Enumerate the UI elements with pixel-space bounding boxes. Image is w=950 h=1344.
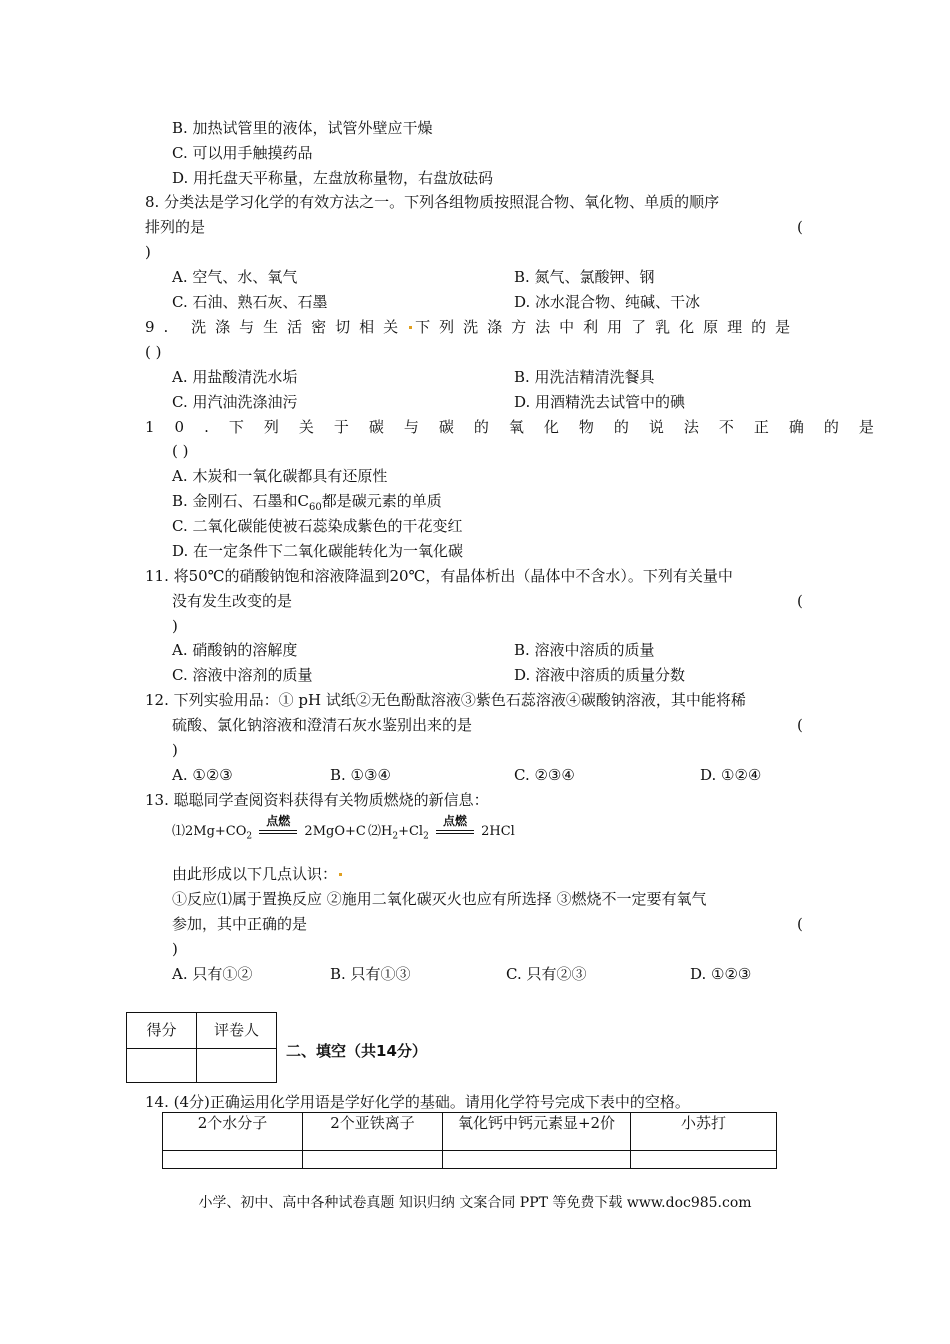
q13-stem: 13. 聪聪同学查阅资料获得有关物质燃烧的新信息：	[145, 791, 489, 809]
score-label: 得分	[127, 1013, 197, 1049]
q9-stem-part1: 9. 洗涤与生活密切相关	[145, 318, 408, 336]
q7-option-c: C. 可以用手触摸药品	[172, 144, 313, 162]
q10-option-c: C. 二氧化碳能使被石蕊染成紫色的干花变红	[172, 517, 463, 535]
section-title: 二、填空（共14分）	[286, 1042, 427, 1060]
q12-option-a: A. ①②③	[172, 766, 233, 784]
score-box	[126, 1012, 277, 1083]
q8-paren-close: )	[145, 243, 151, 261]
q10-option-d: D. 在一定条件下二氧化碳能转化为一氧化碳	[172, 542, 464, 560]
q9-option-b: B. 用洗洁精清洗餐具	[514, 368, 655, 386]
q11-stem-line1: 11. 将50℃的硝酸钠饱和溶液降温到20℃，有晶体析出（晶体中不含水）。下列有关量中	[145, 567, 733, 585]
q13-equation-2	[368, 814, 515, 842]
q14-answer-3	[443, 1151, 631, 1169]
q9-option-a: A. 用盐酸清洗水垢	[172, 368, 298, 386]
eq2-sub2: 2	[423, 831, 429, 842]
q11-option-a: A. 硝酸钠的溶解度	[172, 641, 298, 659]
eq2-left: ⑵H	[368, 824, 393, 839]
q12-option-b: B. ①③④	[330, 766, 391, 784]
q8-option-a: A. 空气、水、氧气	[172, 268, 298, 286]
q8-stem-line1: 8. 分类法是学习化学的有效方法之一。下列各组物质按照混合物、氧化物、单质的顺序	[145, 193, 720, 211]
q12-stem-line2: 硫酸、氯化钠溶液和澄清石灰水鉴别出来的是	[172, 716, 473, 734]
q11-paren-close: )	[172, 617, 178, 635]
q13-line1	[172, 864, 345, 884]
q9-stem-line2: ( )	[145, 343, 162, 361]
q8-option-d: D. 冰水混合物、纯碱、干冰	[514, 293, 701, 311]
eq2-right: 2HCl	[481, 824, 515, 839]
q13-option-d: D. ①②③	[690, 965, 752, 983]
q12-option-c: C. ②③④	[514, 766, 575, 784]
q12-paren-open: (	[797, 716, 803, 734]
q14-header-2: 2个亚铁离子	[303, 1113, 443, 1151]
q10-option-a: A. 木炭和一氧化碳都具有还原性	[172, 467, 388, 485]
q14-answer-2	[303, 1151, 443, 1169]
q9-stem-line1	[145, 317, 799, 337]
q12-paren-close: )	[172, 741, 178, 759]
eq2-condition-label: 点燃	[442, 814, 467, 828]
q8-stem-line2: 排列的是	[145, 218, 206, 236]
q13-paren-close: )	[172, 940, 178, 958]
grader-cell	[197, 1049, 277, 1083]
q14-answer-1	[163, 1151, 303, 1169]
q14-table	[162, 1112, 777, 1169]
eq2-sub1: 2	[392, 831, 399, 842]
q13-paren-open: (	[797, 915, 803, 933]
page-footer: 小学、初中、高中各种试卷真题 知识归纳 文案合同 PPT 等免费下载 www.doc985.com	[198, 1195, 752, 1211]
mark-dot-icon	[339, 873, 342, 876]
q11-option-d: D. 溶液中溶质的质量分数	[514, 666, 686, 684]
q14-header-4: 小苏打	[631, 1113, 777, 1151]
eq2-mid: +Cl	[398, 824, 424, 839]
q10-option-b-sub: 60	[309, 502, 322, 513]
q11-stem-line2: 没有发生改变的是	[172, 592, 293, 610]
q9-option-c: C. 用汽油洗涤油污	[172, 393, 298, 411]
q12-stem-line1: 12. 下列实验用品：① pH 试纸②无色酚酞溶液③紫色石蕊溶液④碳酸钠溶液，其中能将稀	[145, 691, 746, 709]
q13-option-c: C. 只有②③	[506, 965, 587, 983]
q7-option-b: B. 加热试管里的液体，试管外壁应干燥	[172, 119, 433, 137]
double-arrow-icon	[259, 830, 297, 834]
q14-answer-4	[631, 1151, 777, 1169]
q10-option-b-post: 都是碳元素的单质	[321, 492, 442, 510]
eq2-condition	[436, 814, 474, 839]
q11-option-b: B. 溶液中溶质的质量	[514, 641, 655, 659]
q10-option-b-pre: B. 金刚石、石墨和C	[172, 492, 310, 510]
q8-option-c: C. 石油、熟石灰、石墨	[172, 293, 328, 311]
q13-equation-1	[172, 814, 366, 842]
q8-option-b: B. 氮气、氯酸钾、钢	[514, 268, 655, 286]
q13-option-b: B. 只有①③	[330, 965, 411, 983]
q8-paren-open: (	[797, 218, 803, 236]
q10-stem-line2: ( )	[172, 442, 189, 460]
q10-option-b	[172, 491, 442, 518]
q10-stem-line1: 10.下列关于碳与碳的氧化物的说法不正确的是	[145, 418, 894, 436]
q11-option-c: C. 溶液中溶剂的质量	[172, 666, 313, 684]
mark-dot-icon	[409, 326, 412, 329]
q14-header-1: 2个水分子	[163, 1113, 303, 1151]
eq1-left: ⑴2Mg+CO	[172, 824, 247, 839]
eq1-condition	[259, 814, 297, 839]
grader-label: 评卷人	[197, 1013, 277, 1049]
q12-option-d: D. ①②④	[700, 766, 762, 784]
q9-option-d: D. 用酒精洗去试管中的碘	[514, 393, 686, 411]
q11-paren-open: (	[797, 592, 803, 610]
q13-line3: 参加，其中正确的是	[172, 915, 308, 933]
q13-line1-text: 由此形成以下几点认识：	[172, 865, 338, 883]
q13-line2: ①反应⑴属于置换反应 ②施用二氧化碳灭火也应有所选择 ③燃烧不一定要有氧气	[172, 890, 707, 908]
q7-option-d: D. 用托盘天平称量，左盘放称量物，右盘放砝码	[172, 169, 494, 187]
eq1-right: 2MgO+C	[304, 824, 366, 839]
score-cell	[127, 1049, 197, 1083]
double-arrow-icon	[436, 830, 474, 834]
eq1-condition-label: 点燃	[266, 814, 291, 828]
q14-header-3: 氧化钙中钙元素显+2价	[443, 1113, 631, 1151]
eq1-sub: 2	[246, 831, 253, 842]
q14-stem: 14. (4分)正确运用化学用语是学好化学的基础。请用化学符号完成下表中的空格。	[145, 1093, 690, 1111]
q9-stem-part2: 下列洗涤方法中利用了乳化原理的是	[415, 318, 800, 336]
q13-option-a: A. 只有①②	[172, 965, 253, 983]
